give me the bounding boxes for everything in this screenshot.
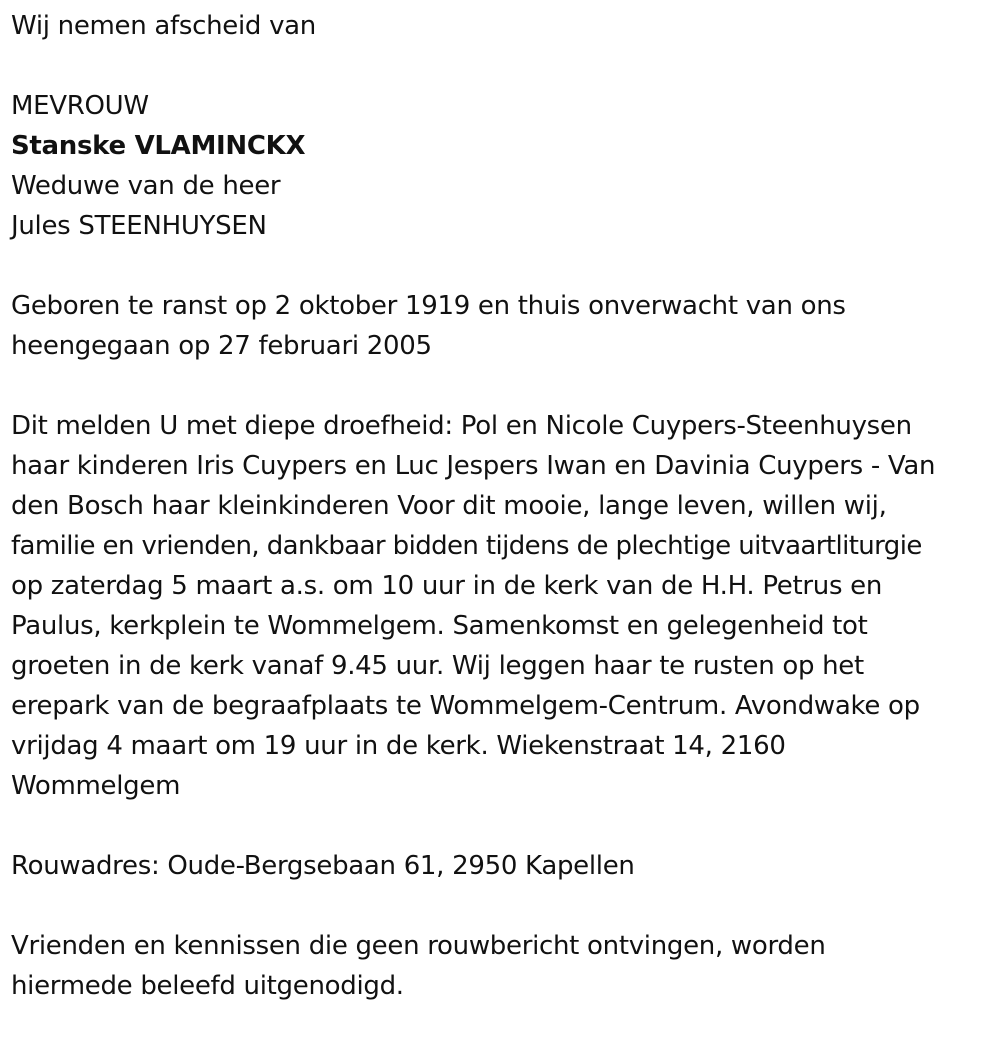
paragraph-line: Geboren te ranst op 2 oktober 1919 en thuis onverwacht van ons (11, 291, 846, 321)
spacer (11, 366, 991, 406)
paragraph-line: familie en vrienden, dankbaar bidden tijdens de plechtige uitvaartliturgie (11, 531, 922, 561)
paragraph-line: op zaterdag 5 maart a.s. om 10 uur in de kerk van de H.H. Petrus en (11, 571, 883, 601)
obituary-document (11, 0, 991, 1006)
mourning-address: Rouwadres: Oude-Bergsebaan 61, 2950 Kapellen (11, 851, 635, 881)
paragraph-line: Wommelgem (11, 771, 181, 801)
paragraph-line: den Bosch haar kleinkinderen Voor dit mooie, lange leven, willen wij, (11, 491, 887, 521)
paragraph-line: erepark van de begraafplaats te Wommelgem-Centrum. Avondwake op (11, 691, 920, 721)
spouse-name: Jules STEENHUYSEN (11, 211, 267, 241)
widow-of-line: Weduwe van de heer (11, 171, 281, 201)
paragraph-line: haar kinderen Iris Cuypers en Luc Jespers Iwan en Davinia Cuypers - Van (11, 451, 936, 481)
paragraph-line: hiermede beleefd uitgenodigd. (11, 971, 404, 1001)
spacer (11, 246, 991, 286)
spacer (11, 46, 991, 86)
deceased-name: Stanske VLAMINCKX (11, 131, 306, 161)
paragraph-line: vrijdag 4 maart om 19 uur in de kerk. Wiekenstraat 14, 2160 (11, 731, 786, 761)
intro-line: Wij nemen afscheid van (11, 11, 316, 41)
announcement-paragraph (11, 406, 991, 806)
spacer (11, 806, 991, 846)
paragraph-line: Dit melden U met diepe droefheid: Pol en Nicole Cuypers-Steenhuysen (11, 411, 912, 441)
paragraph-line: Paulus, kerkplein te Wommelgem. Samenkomst en gelegenheid tot (11, 611, 868, 641)
spacer (11, 886, 991, 926)
birth-death-paragraph (11, 286, 991, 366)
paragraph-line: groeten in de kerk vanaf 9.45 uur. Wij leggen haar te rusten op het (11, 651, 864, 681)
honorific-line: MEVROUW (11, 91, 149, 121)
paragraph-line: Vrienden en kennissen die geen rouwbericht ontvingen, worden (11, 931, 826, 961)
paragraph-line: heengegaan op 27 februari 2005 (11, 331, 432, 361)
closing-paragraph (11, 926, 991, 1006)
